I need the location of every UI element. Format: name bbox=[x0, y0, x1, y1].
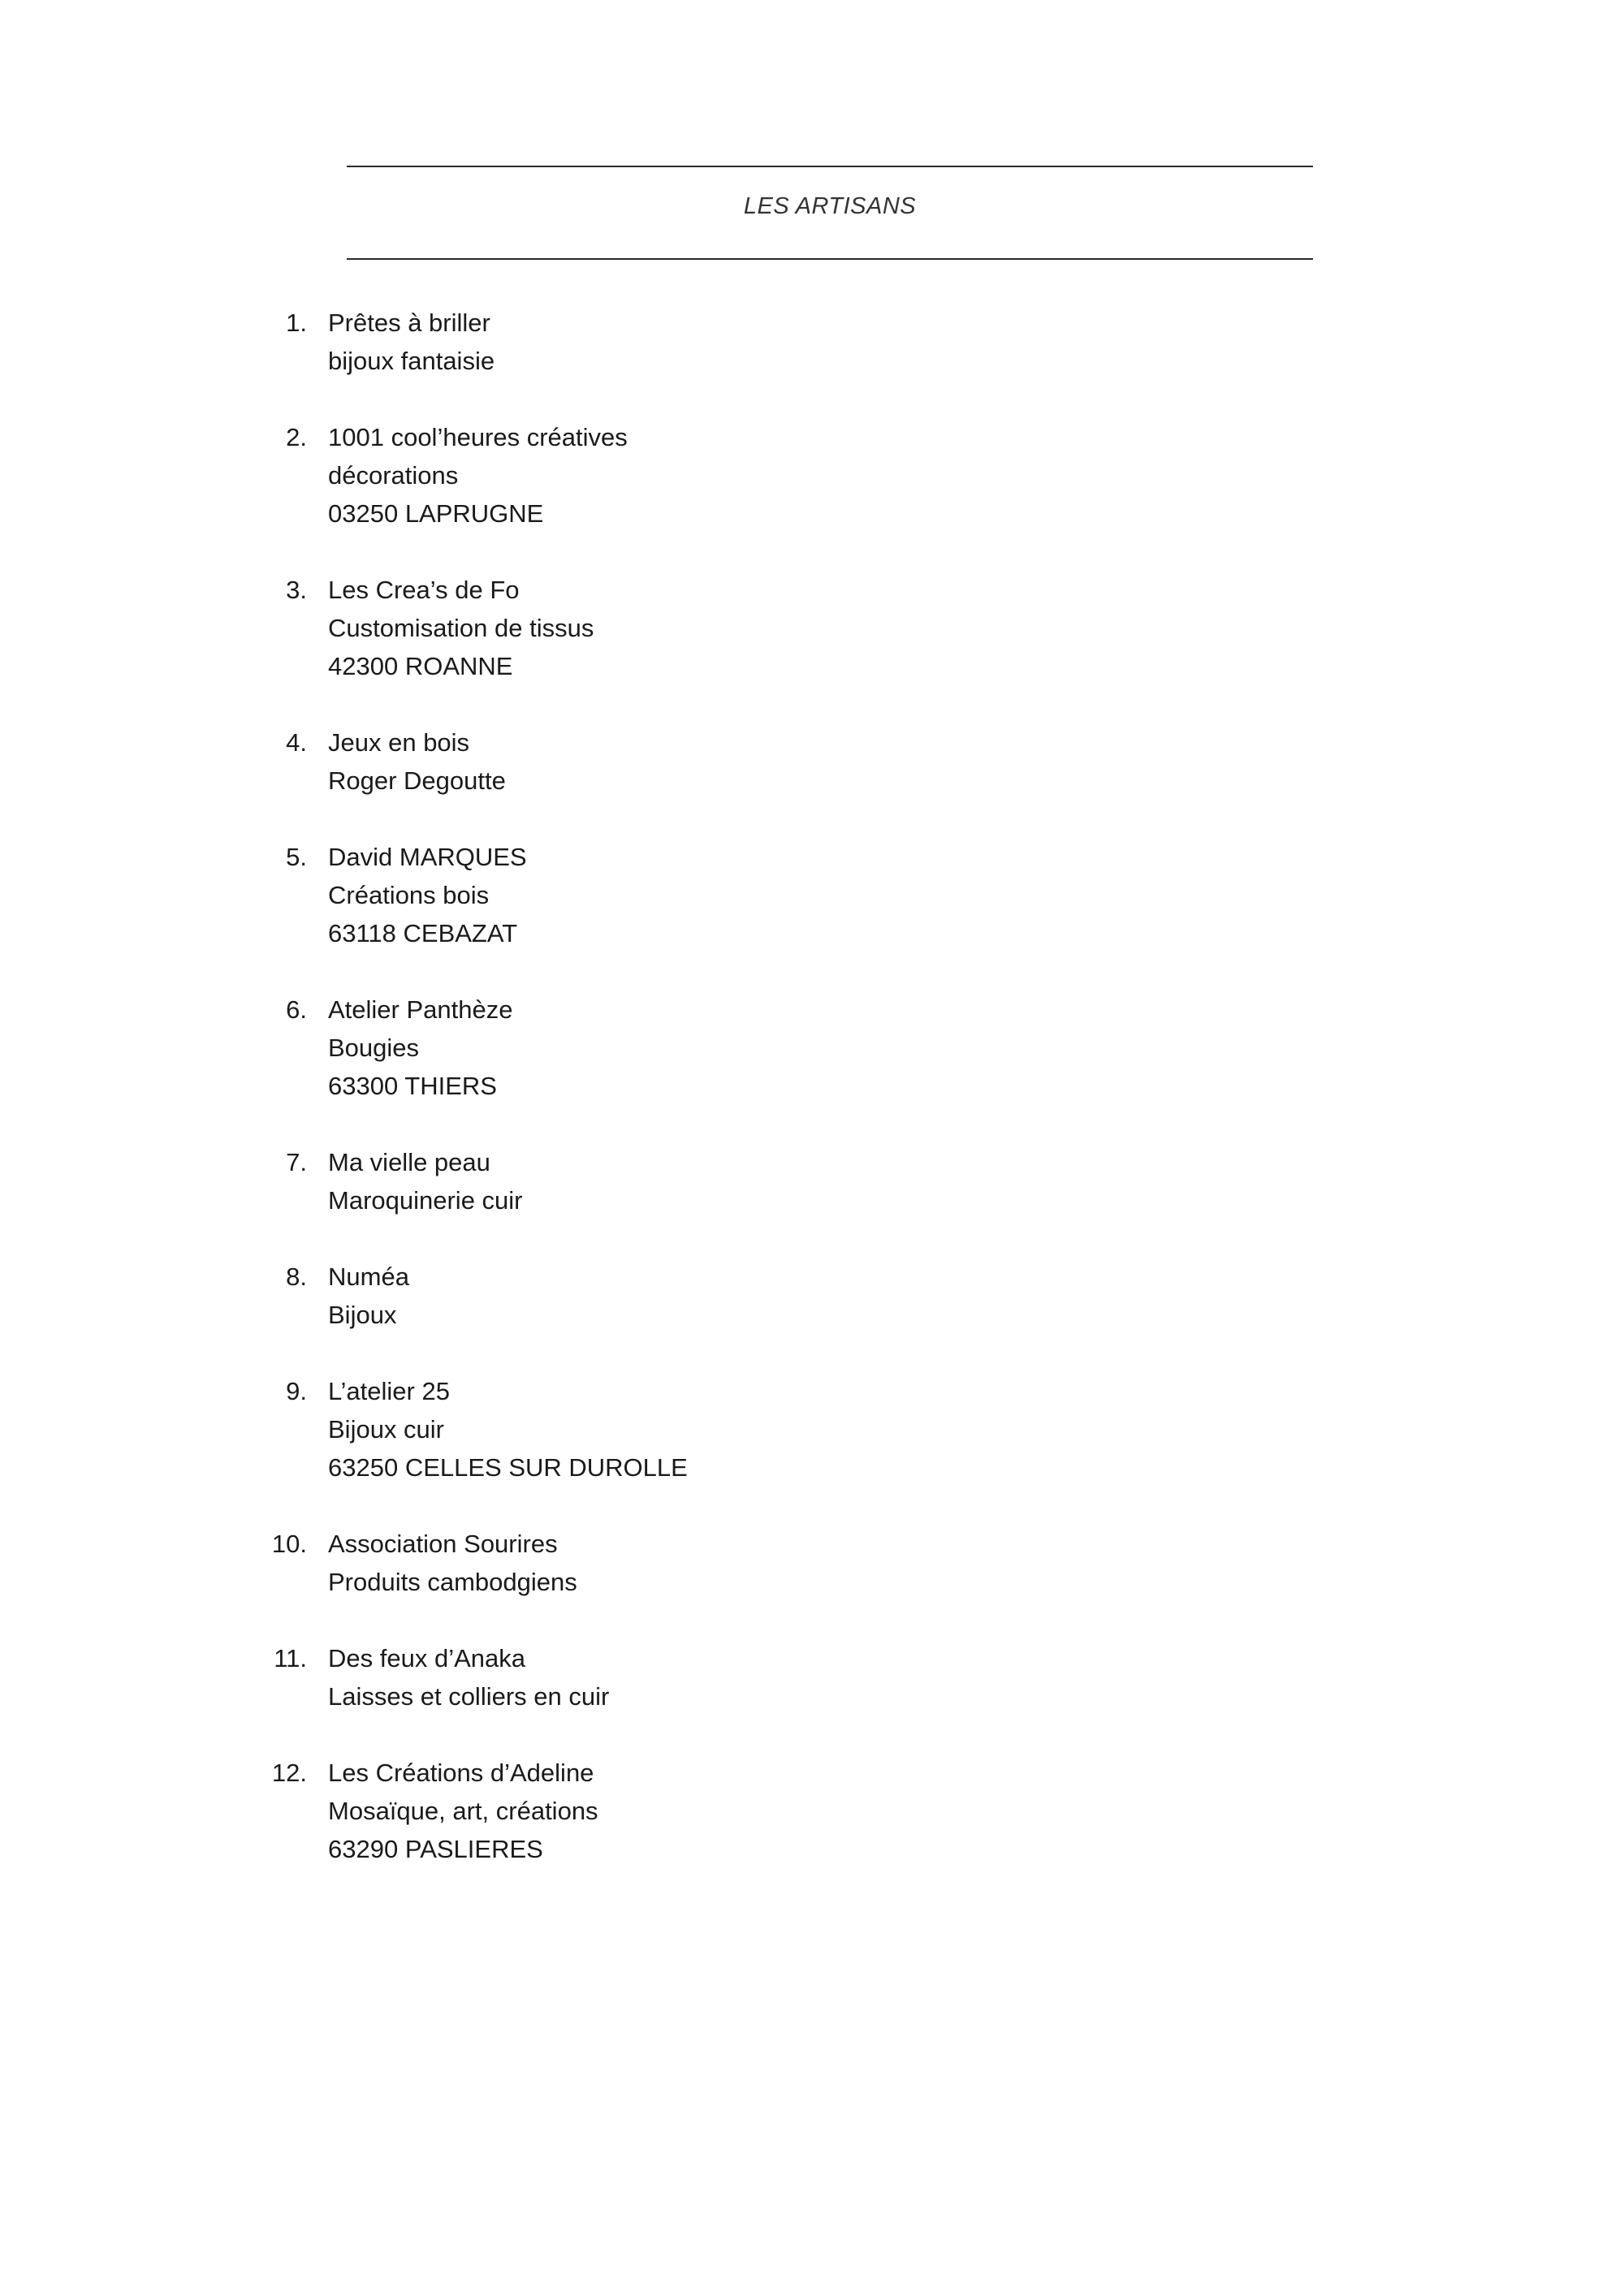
item-number: 11. bbox=[274, 1644, 307, 1672]
artisan-name: Jeux en bois bbox=[328, 728, 470, 757]
artisan-name: David MARQUES bbox=[328, 843, 527, 871]
item-number: 9. bbox=[286, 1377, 307, 1405]
artisan-location: 63300 THIERS bbox=[328, 1072, 497, 1100]
artisan-location: 63250 CELLES SUR DUROLLE bbox=[328, 1453, 688, 1482]
item-number: 5. bbox=[286, 843, 307, 871]
header-bottom-rule bbox=[347, 258, 1313, 260]
artisan-activity: Customisation de tissus bbox=[328, 614, 594, 642]
list-item bbox=[244, 304, 1056, 380]
list-item bbox=[244, 571, 1056, 685]
list-item bbox=[244, 1143, 1056, 1219]
artisan-name: 1001 cool’heures créatives bbox=[328, 423, 628, 451]
artisan-name: Prêtes à briller bbox=[328, 309, 490, 337]
artisan-location: 03250 LAPRUGNE bbox=[328, 499, 544, 528]
list-item bbox=[244, 838, 1056, 952]
artisan-name: Des feux d’Anaka bbox=[328, 1644, 525, 1672]
artisan-activity: Bijoux bbox=[328, 1301, 397, 1329]
list-item bbox=[244, 1258, 1056, 1334]
list-item bbox=[244, 1639, 1056, 1716]
item-number: 6. bbox=[286, 995, 307, 1024]
artisan-location: 63290 PASLIERES bbox=[328, 1835, 543, 1863]
artisan-name: Atelier Panthèze bbox=[328, 995, 513, 1024]
artisan-activity: décorations bbox=[328, 461, 459, 490]
item-number: 10. bbox=[271, 1530, 307, 1558]
artisan-name: Les Créations d’Adeline bbox=[328, 1759, 594, 1787]
artisan-activity: Produits cambodgiens bbox=[328, 1568, 577, 1596]
artisan-list bbox=[244, 304, 1056, 1906]
header-top-rule bbox=[347, 166, 1313, 167]
list-item bbox=[244, 1754, 1056, 1868]
artisan-name: Numéa bbox=[328, 1262, 409, 1291]
artisan-activity: bijoux fantaisie bbox=[328, 347, 495, 375]
item-number: 12. bbox=[271, 1759, 307, 1787]
artisan-activity: Laisses et colliers en cuir bbox=[328, 1682, 610, 1711]
item-number: 2. bbox=[286, 423, 307, 451]
item-number: 7. bbox=[286, 1148, 307, 1176]
list-item bbox=[244, 1372, 1056, 1487]
artisan-activity: Roger Degoutte bbox=[328, 766, 506, 795]
artisan-activity: Créations bois bbox=[328, 881, 490, 909]
artisan-activity: Bougies bbox=[328, 1034, 420, 1062]
artisan-activity: Mosaïque, art, créations bbox=[328, 1797, 598, 1825]
item-number: 4. bbox=[286, 728, 307, 757]
artisan-location: 63118 CEBAZAT bbox=[328, 919, 518, 947]
list-item bbox=[244, 990, 1056, 1105]
artisan-activity: Maroquinerie cuir bbox=[328, 1186, 523, 1215]
item-number: 3. bbox=[286, 576, 307, 604]
list-item bbox=[244, 723, 1056, 800]
list-item bbox=[244, 1525, 1056, 1601]
artisan-name: Les Crea’s de Fo bbox=[328, 576, 520, 604]
artisan-name: Association Sourires bbox=[328, 1530, 558, 1558]
artisan-name: Ma vielle peau bbox=[328, 1148, 490, 1176]
item-number: 1. bbox=[286, 309, 307, 337]
page-title: LES ARTISANS bbox=[743, 193, 917, 219]
artisan-name: L’atelier 25 bbox=[328, 1377, 450, 1405]
artisan-activity: Bijoux cuir bbox=[328, 1415, 444, 1444]
artisan-location: 42300 ROANNE bbox=[328, 652, 513, 680]
list-item bbox=[244, 418, 1056, 533]
item-number: 8. bbox=[286, 1262, 307, 1291]
